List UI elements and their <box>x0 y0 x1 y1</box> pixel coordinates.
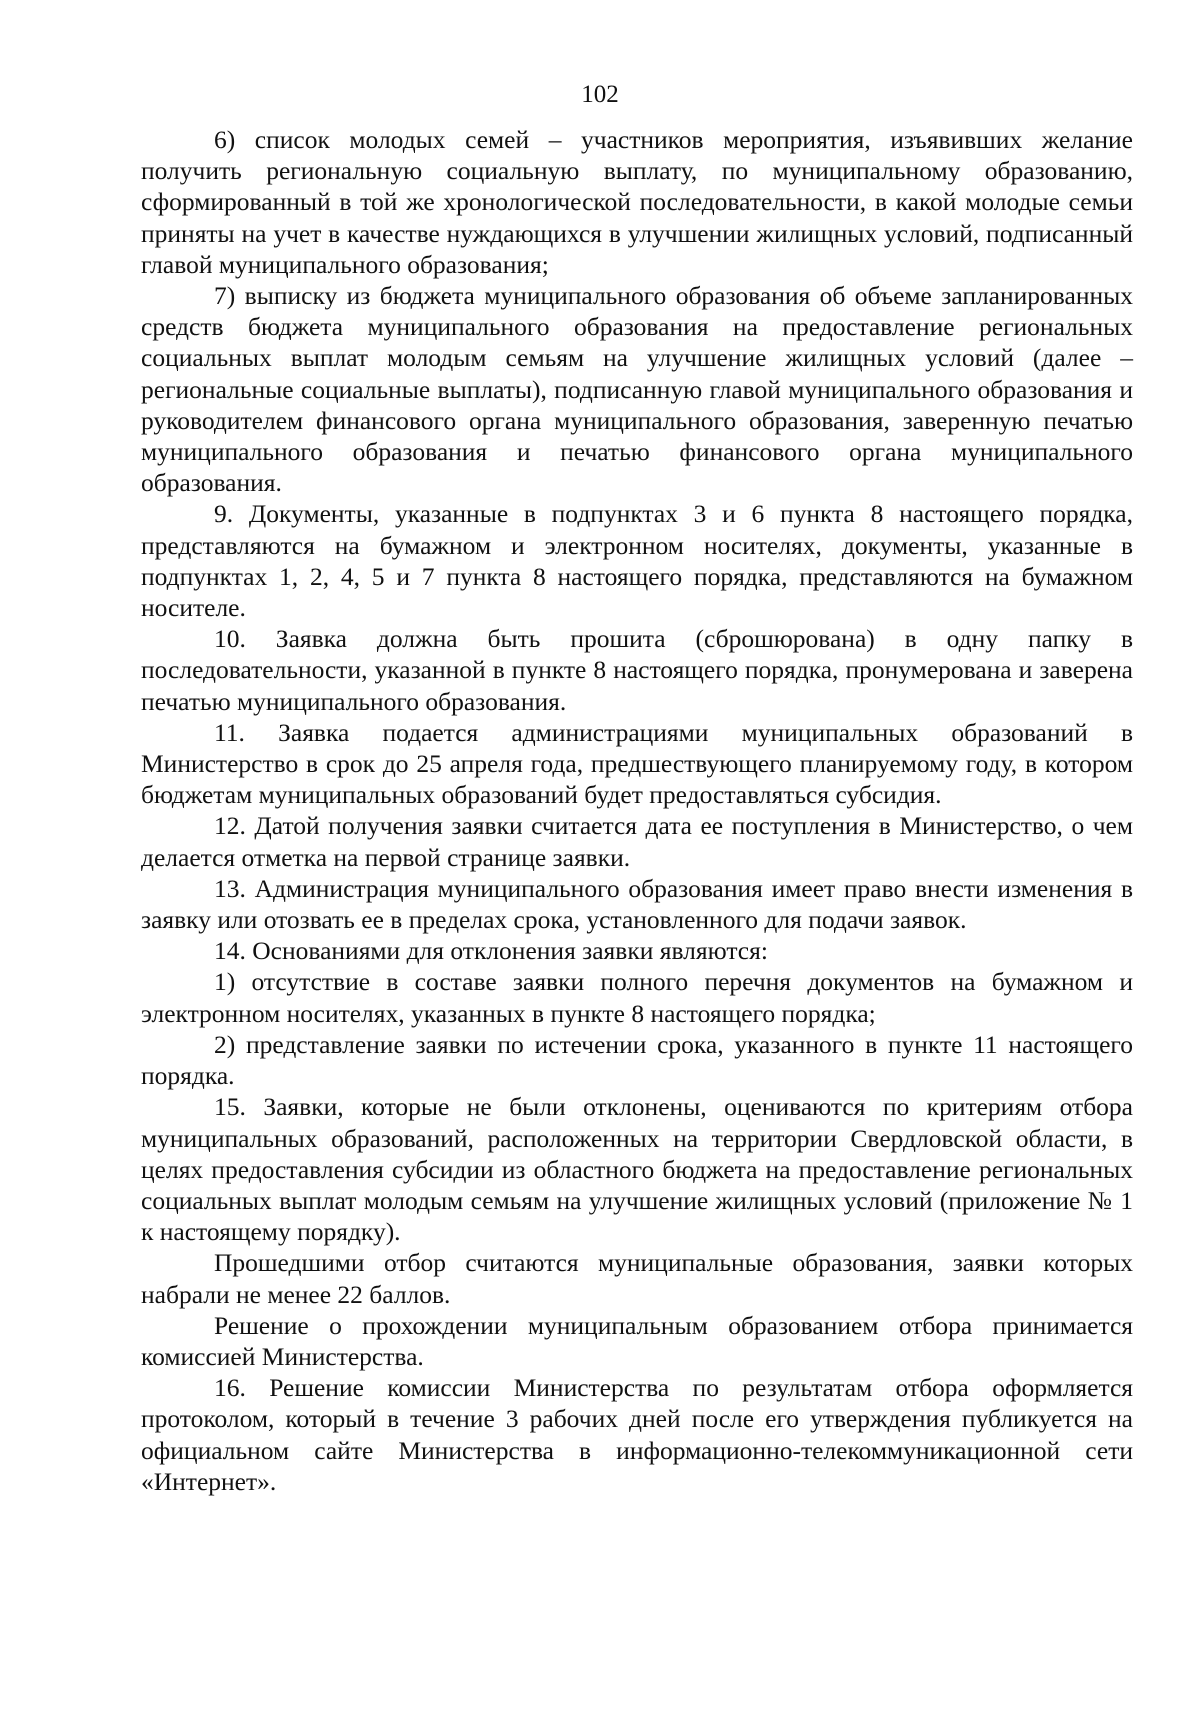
paragraph-item-6: 6) список молодых семей – участников мероприятия, изъявивших желание получить региональную социальную выплату, по муниципальному образованию, сформированный в той же хронологической последовательности, в какой молодые семьи приняты на учет в качестве нуждающихся в улучшении жилищных условий, подписанный главой муниципального образования; <box>141 125 1133 279</box>
page-number: 102 <box>581 81 619 108</box>
paragraph-clause-12: 12. Датой получения заявки считается дата ее поступления в Министерство, о чем делается отметка на первой странице заявки. <box>141 811 1133 872</box>
paragraph-clause-10: 10. Заявка должна быть прошита (сброшюрована) в одну папку в последовательности, указанной в пункте 8 настоящего порядка, пронумерована и заверена печатью муниципального образования. <box>141 624 1133 716</box>
paragraph-selection-threshold: Прошедшими отбор считаются муниципальные образования, заявки которых набрали не менее 22 баллов. <box>141 1248 1133 1309</box>
paragraph-clause-14-item-2: 2) представление заявки по истечении срока, указанного в пункте 11 настоящего порядка. <box>141 1029 1133 1091</box>
paragraph-clause-16: 16. Решение комиссии Министерства по результатам отбора оформляется протоколом, который в течение 3 рабочих дней после его утверждения публикуется на официальном сайте Министерства в информационно-телекоммуникационной сети «Интернет». <box>141 1373 1133 1496</box>
paragraph-clause-14: 14. Основаниями для отклонения заявки являются: <box>214 936 768 966</box>
paragraph-clause-11: 11. Заявка подается администрациями муниципальных образований в Министерство в срок до 25 апреля года, предшествующего планируемому году, в котором бюджетам муниципальных образований будет предоставляться субсидия. <box>141 717 1133 810</box>
paragraph-clause-9: 9. Документы, указанные в подпунктах 3 и 6 пункта 8 настоящего порядка, представляются на бумажном и электронном носителях, документы, указанные в подпунктах 1, 2, 4, 5 и 7 пункта 8 настоящего порядка, представляются на бумажном носителе. <box>141 499 1133 623</box>
paragraph-clause-15: 15. Заявки, которые не были отклонены, оцениваются по критериям отбора муниципальных образований, расположенных на территории Свердловской области, в целях предоставления субсидии из областного бюджета на предоставление региональных социальных выплат молодым семьям на улучшение жилищных условий (приложение № 1 к настоящему порядку). <box>141 1092 1133 1247</box>
paragraph-clause-13: 13. Администрация муниципального образования имеет право внести изменения в заявку или отозвать ее в пределах срока, установленного для подачи заявок. <box>141 873 1133 935</box>
paragraph-item-7: 7) выписку из бюджета муниципального образования об объеме запланированных средств бюджета муниципального образования на предоставление региональных социальных выплат молодым семьям на улучшение жилищных условий (далее – региональные социальные выплаты), подписанную главой муниципального образования и руководителем финансового органа муниципального образования, заверенную печатью муниципального образования и печатью финансового органа муниципального образования. <box>141 281 1133 498</box>
paragraph-clause-14-item-1: 1) отсутствие в составе заявки полного перечня документов на бумажном и электронном носителях, указанных в пункте 8 настоящего порядка; <box>141 967 1133 1028</box>
document-body <box>141 124 1133 1497</box>
paragraph-selection-decision: Решение о прохождении муниципальным образованием отбора принимается комиссией Министерства. <box>141 1310 1133 1371</box>
